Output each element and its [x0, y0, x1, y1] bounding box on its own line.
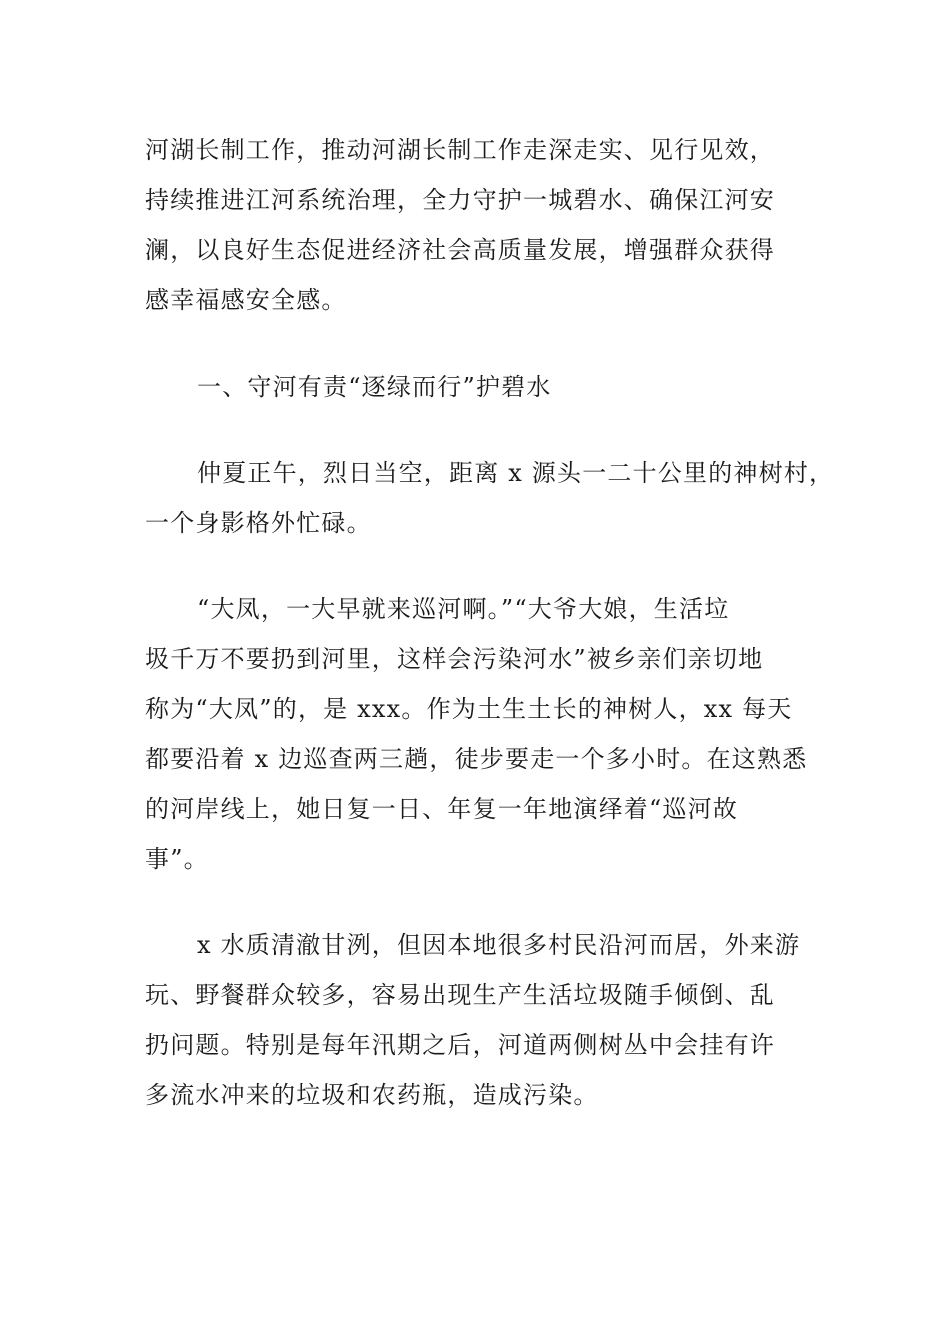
paragraph-1-line-3: 澜，以良好生态促进经济社会高质量发展，增强群众获得 [145, 236, 775, 264]
paragraph-3-line-2: 圾千万不要扔到河里，这样会污染河水”被乡亲们亲切地 [145, 645, 764, 673]
paragraph-3-line-4: 都要沿着 x 边巡查两三趟，徒步要走一个多小时。在这熟悉 [145, 745, 808, 773]
paragraph-3-line-6: 事”。 [145, 845, 209, 873]
section-heading: 一、守河有责“逐绿而行”护碧水 [197, 373, 552, 401]
paragraph-1-line-2: 持续推进江河系统治理，全力守护一城碧水、确保江河安 [145, 186, 775, 214]
paragraph-1-line-1: 河湖长制工作，推动河湖长制工作走深走实、见行见效， [145, 136, 775, 164]
paragraph-3-line-5: 的河岸线上，她日复一日、年复一年地演绎着“巡河故 [145, 795, 739, 823]
paragraph-3-line-3: 称为“大凤”的，是 xxx。作为土生土长的神树人，xx 每天 [145, 695, 793, 723]
paragraph-4-line-3: 扔问题。特别是每年汛期之后，河道两侧树丛中会挂有许 [145, 1031, 775, 1059]
paragraph-2-line-1: 仲夏正午，烈日当空，距离 x 源头一二十公里的神树村， [197, 459, 835, 487]
paragraph-4-line-2: 玩、野餐群众较多，容易出现生产生活垃圾随手倾倒、乱 [145, 981, 775, 1009]
paragraph-3-line-1: “大凤，一大早就来巡河啊。”“大爷大娘，生活垃 [197, 595, 730, 623]
paragraph-4-line-4: 多流水冲来的垃圾和农药瓶，造成污染。 [145, 1081, 599, 1109]
paragraph-4-line-1: x 水质清澈甘洌，但因本地很多村民沿河而居，外来游 [197, 931, 801, 959]
paragraph-1-line-4: 感幸福感安全感。 [145, 286, 347, 314]
paragraph-2-line-2: 一个身影格外忙碌。 [145, 509, 372, 537]
